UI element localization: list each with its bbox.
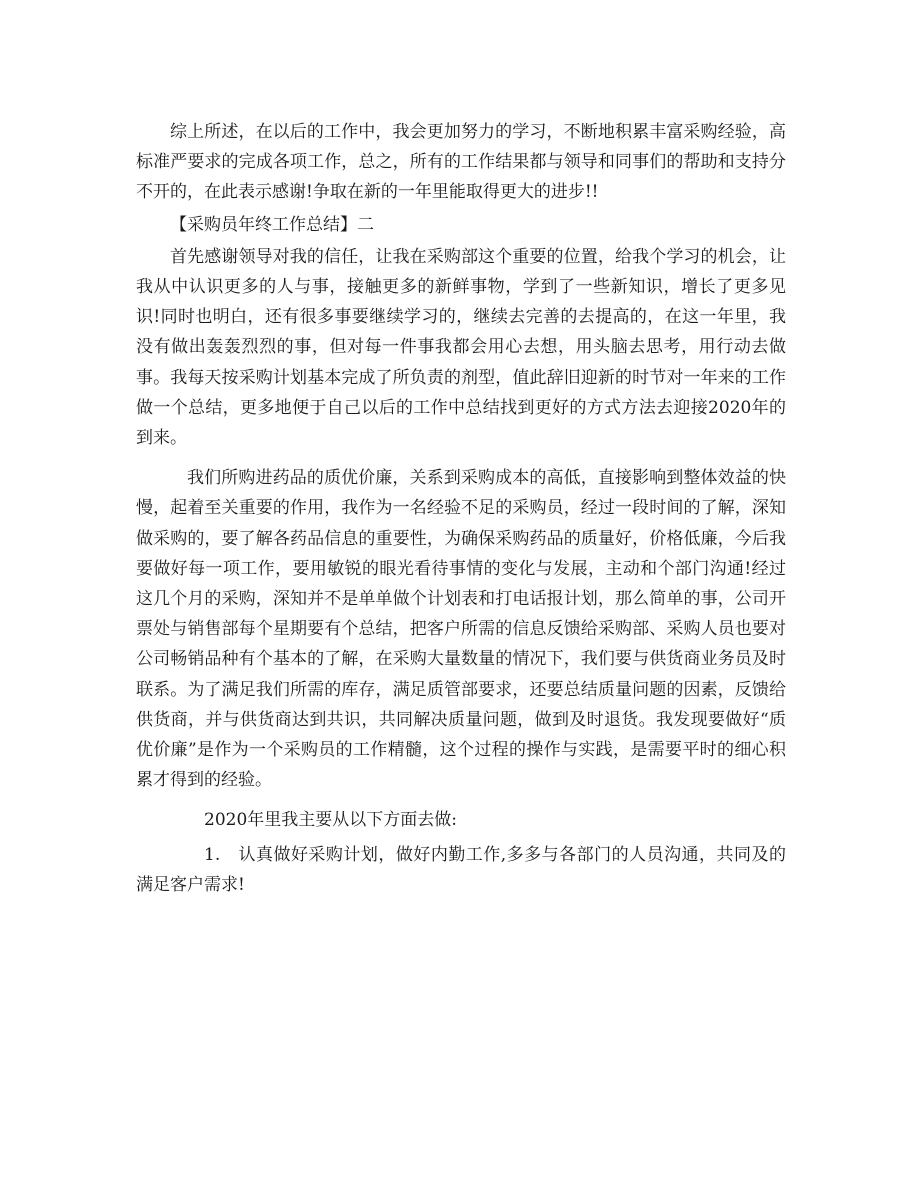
list-item-number: 1.	[204, 844, 221, 865]
quality-paragraph: 我们所购进药品的质优价廉，关系到采购成本的高低，直接影响到整体效益的快慢，起着至关重要的作用，我作为一名经验不足的采购员，经过一段时间的了解，深知做采购的，要了解各药品信息的重要性，为确保采购药品的质量好，价格低廉，今后我要做好每一项工作，要用敏锐的眼光看待事情的变化与发展，主动和个部门沟通!经过这几个月的采购，深知并不是单单做个计划表和打电话报计划，那么简单的事，公司开票处与销售部每个星期要有个总结，把客户所需的信息反馈给采购部、采购人员也要对公司畅销品种有个基本的了解，在采购大量数量的情况下，我们要与供货商业务员及时联系。为了满足我们所需的库存，满足质管部要求，还要总结质量问题的因素，反馈给供货商，并与供货商达到共识，共同解决质量问题，做到及时退货。我发现要做好“质优价廉”是作为一个采购员的工作精髓，这个过程的操作与实践，是需要平时的细心积累才得到的经验。	[136, 468, 786, 791]
intro-paragraph: 首先感谢领导对我的信任，让我在采购部这个重要的位置，给我个学习的机会，让我从中认识更多的人与事，接触更多的新鲜事物，学到了一些新知识，增长了更多见识!同时也明白，还有很多事要继续学习的，继续去完善的去提高的，在这一年里，我没有做出轰轰烈烈的事，但对每一件事我都会用心去想，用头脑去思考，用行动去做事。我每天按采购计划基本完成了所负责的剂型，值此辞旧迎新的时节对一年来的工作做一个总结，更多地便于自己以后的工作中总结找到更好的方式方法去迎接2020年的到来。	[136, 246, 786, 449]
summary-paragraph: 综上所述，在以后的工作中，我会更加努力的学习，不断地积累丰富采购经验，高标准严要求的完成各项工作，总之，所有的工作结果都与领导和同事们的帮助和支持分不开的，在此表示感谢!争取在新的一年里能取得更大的进步!!	[136, 122, 786, 203]
section-heading: 【采购员年终工作总结】二	[170, 214, 374, 235]
list-item	[136, 840, 786, 900]
list-item-text: 认真做好采购计划，做好内勤工作,多多与各部门的人员沟通，共同及的满足客户需求!	[136, 844, 786, 895]
plan-intro-paragraph: 2020年里我主要从以下方面去做:	[204, 810, 457, 831]
document-body	[136, 117, 786, 900]
